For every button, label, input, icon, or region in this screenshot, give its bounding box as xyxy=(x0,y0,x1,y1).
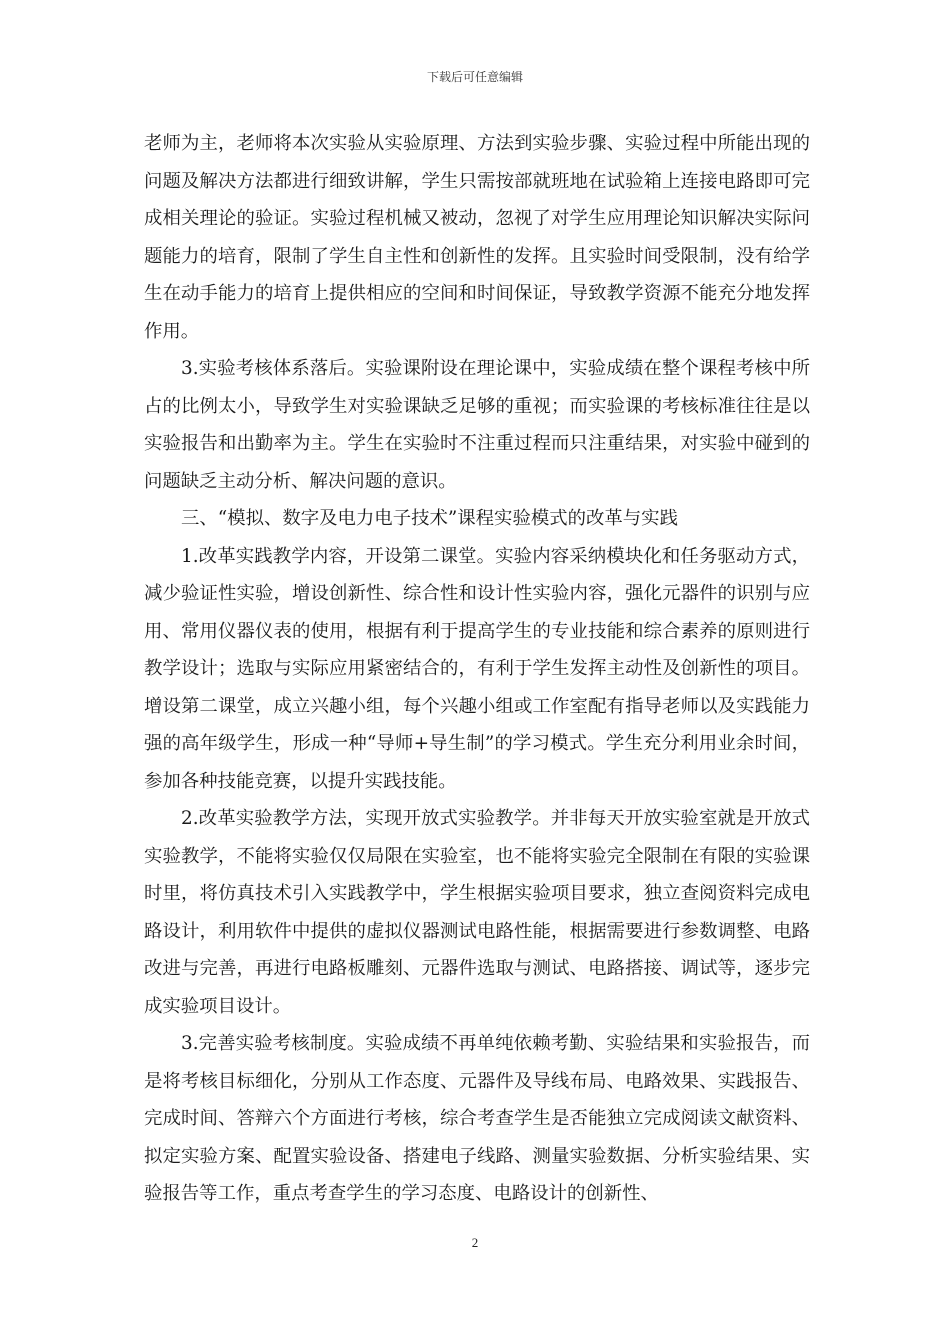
paragraph-assessment-system: 3.实验考核体系落后。实验课附设在理论课中，实验成绩在整个课程考核中所占的比例太小，导致学生对实验课缺乏足够的重视；而实验课的考核标准往往是以实验报告和出勤率为主。学生在实验时不注重过程而只注重结果，对实验中碰到的问题缺乏主动分析、解决问题的意识。 xyxy=(144,358,810,492)
paragraph-assessment-reform: 3.完善实验考核制度。实验成绩不再单纯依赖考勤、实验结果和实验报告，而是将考核目标细化，分别从工作态度、元器件及导线布局、电路效果、实践报告、完成时间、答辩六个方面进行考核，综合考查学生是否能独立完成阅读文献资料、拟定实验方案、配置实验设备、搭建电子线路、测量实验数据、分析实验结果、实验报告等工作，重点考查学生的学习态度、电路设计的创新性、 xyxy=(144,1033,810,1204)
paragraph-teaching-method: 2.改革实验教学方法，实现开放式实验教学。并非每天开放实验室就是开放式实验教学，不能将实验仅仅局限在实验室，也不能将实验完全限制在有限的实验课时里，将仿真技术引入实践教学中，学生根据实验项目要求，独立查阅资料完成电路设计，利用软件中提供的虚拟仪器测试电路性能，根据需要进行参数调整、电路改进与完善，再进行电路板雕刻、元器件选取与测试、电路搭接、调试等，逐步完成实验项目设计。 xyxy=(144,808,810,1017)
paragraph-teaching-content: 1.改革实践教学内容，开设第二课堂。实验内容采纳模块化和任务驱动方式，减少验证性实验，增设创新性、综合性和设计性实验内容，强化元器件的识别与应用、常用仪器仪表的使用，根据有利于提高学生的专业技能和综合素养的原则进行教学设计；选取与实际应用紧密结合的，有利于学生发挥主动性及创新性的项目。增设第二课堂，成立兴趣小组，每个兴趣小组或工作室配有指导老师以及实践能力强的高年级学生，形成一种“导师+导生制”的学习模式。学生充分利用业余时间，参加各种技能竞赛，以提升实践技能。 xyxy=(144,545,810,792)
section-heading: 三、“模拟、数字及电力电子技术”课程实验模式的改革与实践 xyxy=(181,508,678,529)
page-header: 下载后可任意编辑 xyxy=(426,70,523,84)
paragraph-continuation: 老师为主，老师将本次实验从实验原理、方法到实验步骤、实验过程中所能出现的问题及解决方法都进行细致讲解，学生只需按部就班地在试验箱上连接电路即可完成相关理论的验证。实验过程机械又被动，忽视了对学生应用理论知识解决实际问题能力的培育，限制了学生自主性和创新性的发挥。且实验时间受限制，没有给学生在动手能力的培育上提供相应的空间和时间保证，导致教学资源不能充分地发挥作用。 xyxy=(144,133,810,342)
page-number: 2 xyxy=(471,1235,479,1250)
document-body xyxy=(144,125,810,1213)
